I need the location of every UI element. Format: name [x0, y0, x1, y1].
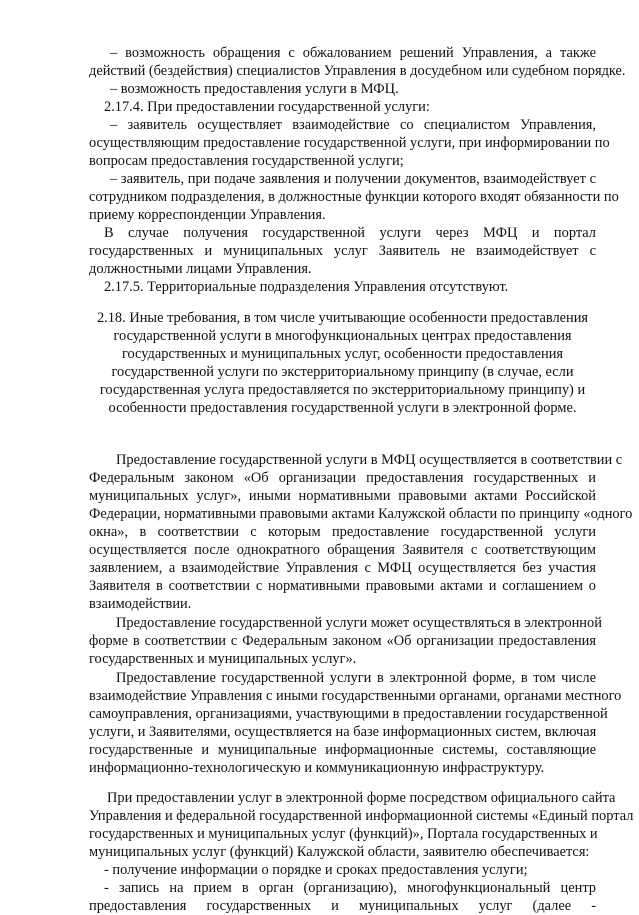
text-line: Федерации, нормативными правовыми актами Калужской области по принципу «одного	[89, 506, 633, 522]
text-line: При предоставлении услуг в электронной форме посредством официального сайта	[107, 790, 616, 806]
text-line: самоуправления, организациями, участвующими в предоставлении государственной	[89, 706, 608, 722]
text-line: государственных и муниципальных услуг».	[89, 651, 357, 667]
text-line: взаимодействии.	[89, 596, 192, 612]
text-line: государственных и муниципальных услуг Заявитель не взаимодействует с	[89, 243, 596, 259]
text-line: муниципальных услуг», иными нормативными правовыми актами Российской	[89, 488, 596, 504]
bullet-line: – возможность предоставления услуги в МФЦ.	[110, 81, 399, 97]
text-line: взаимодействие Управления с иными государственными органами, органами местного	[89, 688, 622, 704]
text-line: В случае получения государственной услуги через МФЦ и портал	[104, 225, 596, 241]
text-line: Управления и федеральной государственной информационной системы «Единый портал	[89, 808, 634, 824]
text-line: государственных и муниципальных услуг (функций)», Портала государственных и	[89, 826, 598, 842]
section-title: государственных и муниципальных услуг, особенности предоставления	[121, 346, 564, 362]
text-line: Федеральным законом «Об организации предоставления государственных и	[89, 470, 596, 486]
text-line: предоставления государственных и муниципальных услуг (далее -	[89, 898, 596, 914]
section-title: государственная услуга предоставляется по экстерриториальному принципу) и	[99, 382, 586, 398]
bullet-line: – возможность обращения с обжалованием решений Управления, а также	[110, 45, 596, 61]
text-line: Предоставление государственной услуги в МФЦ осуществляется в соответствии с	[116, 452, 623, 468]
section-title: особенности предоставления государственной услуги в электронной форме.	[108, 400, 577, 416]
section-title: государственной услуги в многофункциональных центрах предоставления	[113, 328, 572, 344]
text-line: окна», в соответствии с которым предоставление государственной услуги	[89, 524, 596, 540]
bullet-line: – заявитель, при подаче заявления и получении документов, взаимодействует с	[110, 171, 596, 187]
bullet-line: – заявитель осуществляет взаимодействие со специалистом Управления,	[110, 117, 596, 133]
clause-heading: 2.17.4. При предоставлении государственной услуги:	[104, 99, 430, 115]
text-line: сотрудником подразделения, в должностные функции которого входят обязанности по	[89, 189, 619, 205]
text-line: муниципальных услуг (функций) Калужской области, заявителю обеспечивается:	[89, 844, 590, 860]
text-line: Заявителя в соответствии с нормативными правовыми актами и соглашением о	[89, 578, 596, 594]
text-line: заявлением, а взаимодействие Управления с МФЦ осуществляется без участия	[89, 560, 596, 576]
text-line: должностными лицами Управления.	[89, 261, 312, 277]
text-line: действий (бездействия) специалистов Управления в досудебном или судебном порядке.	[89, 63, 626, 79]
text-line: Предоставление государственной услуги в электронной форме, в том числе	[116, 670, 596, 686]
text-line: вопросам предоставления государственной услуги;	[89, 153, 404, 169]
text-line: услуги, и Заявителями, осуществляется на базе информационных систем, включая	[89, 724, 597, 740]
text-line: государственные и муниципальные информационные системы, составляющие	[89, 742, 596, 758]
section-title: государственной услуги по экстерриториальному принципу (в случае, если	[111, 364, 574, 380]
bullet-line: - получение информации о порядке и сроках предоставления услуги;	[104, 862, 528, 878]
text-line: Предоставление государственной услуги может осуществляться в электронной	[116, 615, 602, 631]
text-line: осуществляющим предоставление государственной услуги, при информировании по	[89, 135, 610, 151]
text-line: осуществляется после однократного обращения Заявителя с соответствующим	[89, 542, 596, 558]
bullet-line: - запись на прием в орган (организацию), многофункциональный центр	[104, 880, 596, 896]
section-title: 2.18. Иные требования, в том числе учитывающие особенности предоставления	[96, 310, 589, 326]
clause-heading: 2.17.5. Территориальные подразделения Управления отсутствуют.	[104, 279, 509, 295]
text-line: форме в соответствии с Федеральным законом «Об организации предоставления	[89, 633, 596, 649]
text-line: информационно-технологическую и коммуникационную инфраструктуру.	[89, 760, 545, 776]
text-line: приему корреспонденции Управления.	[89, 207, 326, 223]
